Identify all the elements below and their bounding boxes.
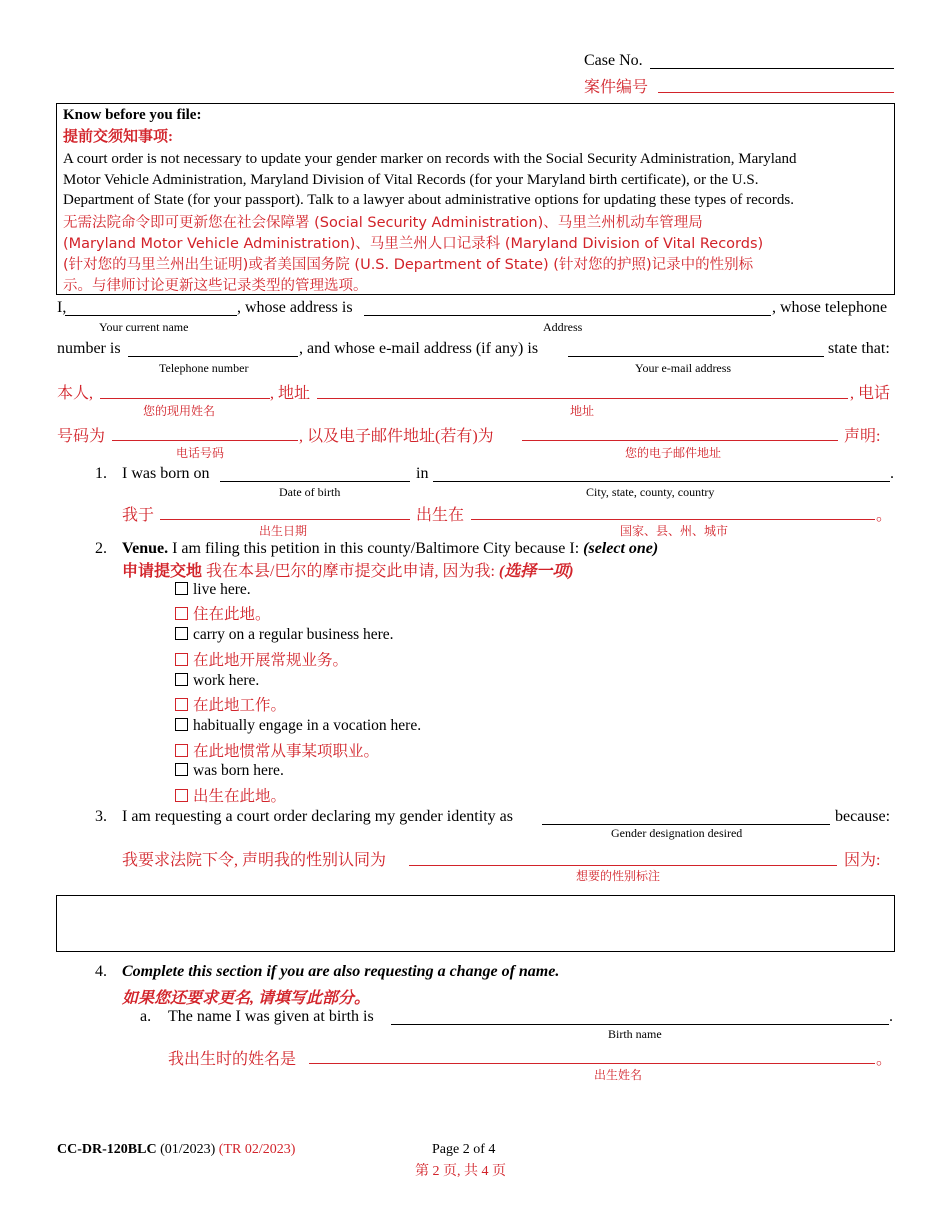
item3-zh-text: 我要求法院下令, 声明我的性别认同为 [122,852,387,869]
intro-state-that: state that: [828,340,890,357]
caption-address: Address [543,320,583,334]
item4a-period: . [889,1008,893,1025]
caption-telephone: Telephone number [159,361,249,375]
gender-designation-field[interactable] [542,824,830,825]
caption-address-zh: 地址 [570,404,595,418]
caption-current-name: Your current name [99,320,189,334]
item4a-text: The name I was given at birth is [168,1008,374,1025]
birth-place-field-zh [471,519,875,520]
date-of-birth-field[interactable] [220,481,410,482]
footer-date: (01/2023) [160,1142,216,1157]
email-field[interactable] [568,356,824,357]
checkbox-zh [175,607,188,620]
know-before-you-file-box [56,103,895,295]
case-no-label-zh: 案件编号 [584,79,649,96]
item1-zh-born: 我于 [122,507,155,524]
caption-current-name-zh: 您的现用姓名 [143,404,216,418]
date-of-birth-field-zh [160,519,410,520]
birth-name-field-zh [309,1063,875,1064]
gender-designation-field-zh [409,865,837,866]
footer-page: Page 2 of 4 [432,1142,496,1157]
case-no-field-zh [658,92,894,93]
know-body-zh-line-1: 无需法院命令即可更新您在社会保障署 (Social Security Administration)、马里兰州机动车管理局 [63,215,703,231]
item2-line-zh [122,558,574,581]
checkbox-zh [175,744,188,757]
venue-option-live-zh: 住在此地。 [175,602,271,624]
item2-zh-select: (选择一项) [498,563,574,580]
caption-birth-place: City, state, county, country [586,485,715,499]
item4a-zh-end: 。 [876,1051,893,1068]
footer-page-zh: 第 2 页, 共 4 页 [415,1164,506,1179]
checkbox-zh [175,789,188,802]
intro-number-is: number is [57,340,121,357]
footer-form-id-line [57,1142,295,1158]
birth-place-field[interactable] [433,481,890,482]
item2-select: (select one) [583,540,659,557]
telephone-field-zh [112,440,298,441]
checkbox[interactable] [175,627,188,640]
email-field-zh [522,440,838,441]
case-no-label: Case No. [584,52,643,69]
know-body-zh-line-3: (针对您的马里兰州出生证明)或者美国国务院 (U.S. Department of State) (针对您的护照)记录中的性别标 [63,257,754,273]
caption-email-zh: 您的电子邮件地址 [625,446,722,460]
intro-zh-phone-end: , 电话 [850,385,891,402]
caption-gender-designation: Gender designation desired [611,826,743,840]
item3-zh-because: 因为: [844,852,881,869]
intro-zh-state: 声明: [844,428,881,445]
know-title: Know before you file: [63,107,202,123]
item3-because: because: [835,808,891,825]
know-title-zh: 提前交须知事项: [63,129,173,145]
know-body-zh-line-4: 示。与律师讨论更新这些记录类型的管理选项。 [63,278,368,294]
venue-option-work[interactable]: work here. [175,672,259,690]
caption-birth-name-zh: 出生姓名 [594,1068,643,1082]
item1-zh-in: 出生在 [416,507,465,524]
checkbox-zh [175,653,188,666]
know-body-line-2: Motor Vehicle Administration, Maryland Division of Vital Records (for your Maryland birth certificate), or the U.S. [63,172,759,188]
caption-email: Your e-mail address [635,361,732,375]
know-body-zh-line-2: (Maryland Motor Vehicle Administration)、马里兰州人口记录科 (Maryland Division of Vital Records) [63,236,764,252]
item4-zh-text: 如果您还要求更名, 请填写此部分。 [122,990,371,1007]
item3-number: 3. [95,808,107,825]
intro-whose-telephone: , whose telephone [772,299,888,316]
know-body-line-3: Department of State (for your passport). Talk to a lawyer about administrative options for updating these types of records. [63,192,794,208]
item2-number: 2. [95,540,107,557]
intro-zh-i: 本人, [57,385,94,402]
case-no-field[interactable] [650,68,894,69]
item1-zh-end: 。 [876,507,893,524]
venue-option-live[interactable]: live here. [175,581,251,599]
caption-date-of-birth: Date of birth [279,485,341,499]
reason-text-box[interactable] [56,895,895,952]
item4-text: Complete this section if you are also requesting a change of name. [122,963,560,980]
item1-number: 1. [95,465,107,482]
item1-period: . [890,465,894,482]
item2-venue: Venue. [122,540,169,557]
caption-date-of-birth-zh: 出生日期 [259,524,308,538]
venue-option-business[interactable]: carry on a regular business here. [175,626,394,644]
item1-born-on: I was born on [122,465,210,482]
item4-number: 4. [95,963,107,980]
item2-text: I am filing this petition in this county/Baltimore City because I: [172,540,580,557]
address-field[interactable] [364,315,771,316]
intro-zh-email: , 以及电子邮件地址(若有)为 [299,428,494,445]
checkbox[interactable] [175,763,188,776]
venue-option-work-zh: 在此地工作。 [175,693,286,715]
checkbox-zh [175,698,188,711]
current-name-field-zh [100,398,270,399]
intro-zh-number: 号码为 [57,428,106,445]
item3-text: I am requesting a court order declaring my gender identity as [122,808,513,825]
item4a-label: a. [140,1008,152,1025]
intro-zh-address: , 地址 [270,385,311,402]
item2-line [122,540,658,558]
checkbox[interactable] [175,673,188,686]
footer-form-id: CC-DR-120BLC [57,1142,157,1157]
item2-zh-venue: 申请提交地 [122,563,203,580]
caption-gender-designation-zh: 想要的性别标注 [576,869,661,883]
item2-zh-text: 我在本县/巴尔的摩市提交此申请, 因为我: [206,563,495,580]
venue-option-vocation[interactable]: habitually engage in a vocation here. [175,717,421,735]
checkbox[interactable] [175,582,188,595]
checkbox[interactable] [175,718,188,731]
intro-and-email: , and whose e-mail address (if any) is [299,340,539,357]
footer-tr: (TR 02/2023) [218,1142,296,1157]
intro-i: I, [57,299,67,316]
caption-birth-place-zh: 国家、县、州、城市 [620,524,729,538]
telephone-field[interactable] [128,356,298,357]
intro-whose-address: , whose address is [237,299,353,316]
current-name-field[interactable] [65,315,237,316]
item1-in: in [416,465,429,482]
venue-option-born[interactable]: was born here. [175,762,284,780]
address-field-zh [317,398,848,399]
venue-option-vocation-zh: 在此地惯常从事某项职业。 [175,739,379,761]
know-body-line-1: A court order is not necessary to update your gender marker on records with the Social Security Administration, Maryland [63,151,797,167]
birth-name-field[interactable] [391,1024,889,1025]
item4a-zh-text: 我出生时的姓名是 [168,1051,297,1068]
caption-telephone-zh: 电话号码 [176,446,225,460]
caption-birth-name: Birth name [608,1027,662,1041]
venue-option-born-zh: 出生在此地。 [175,784,286,806]
venue-option-business-zh: 在此地开展常规业务。 [175,648,348,670]
